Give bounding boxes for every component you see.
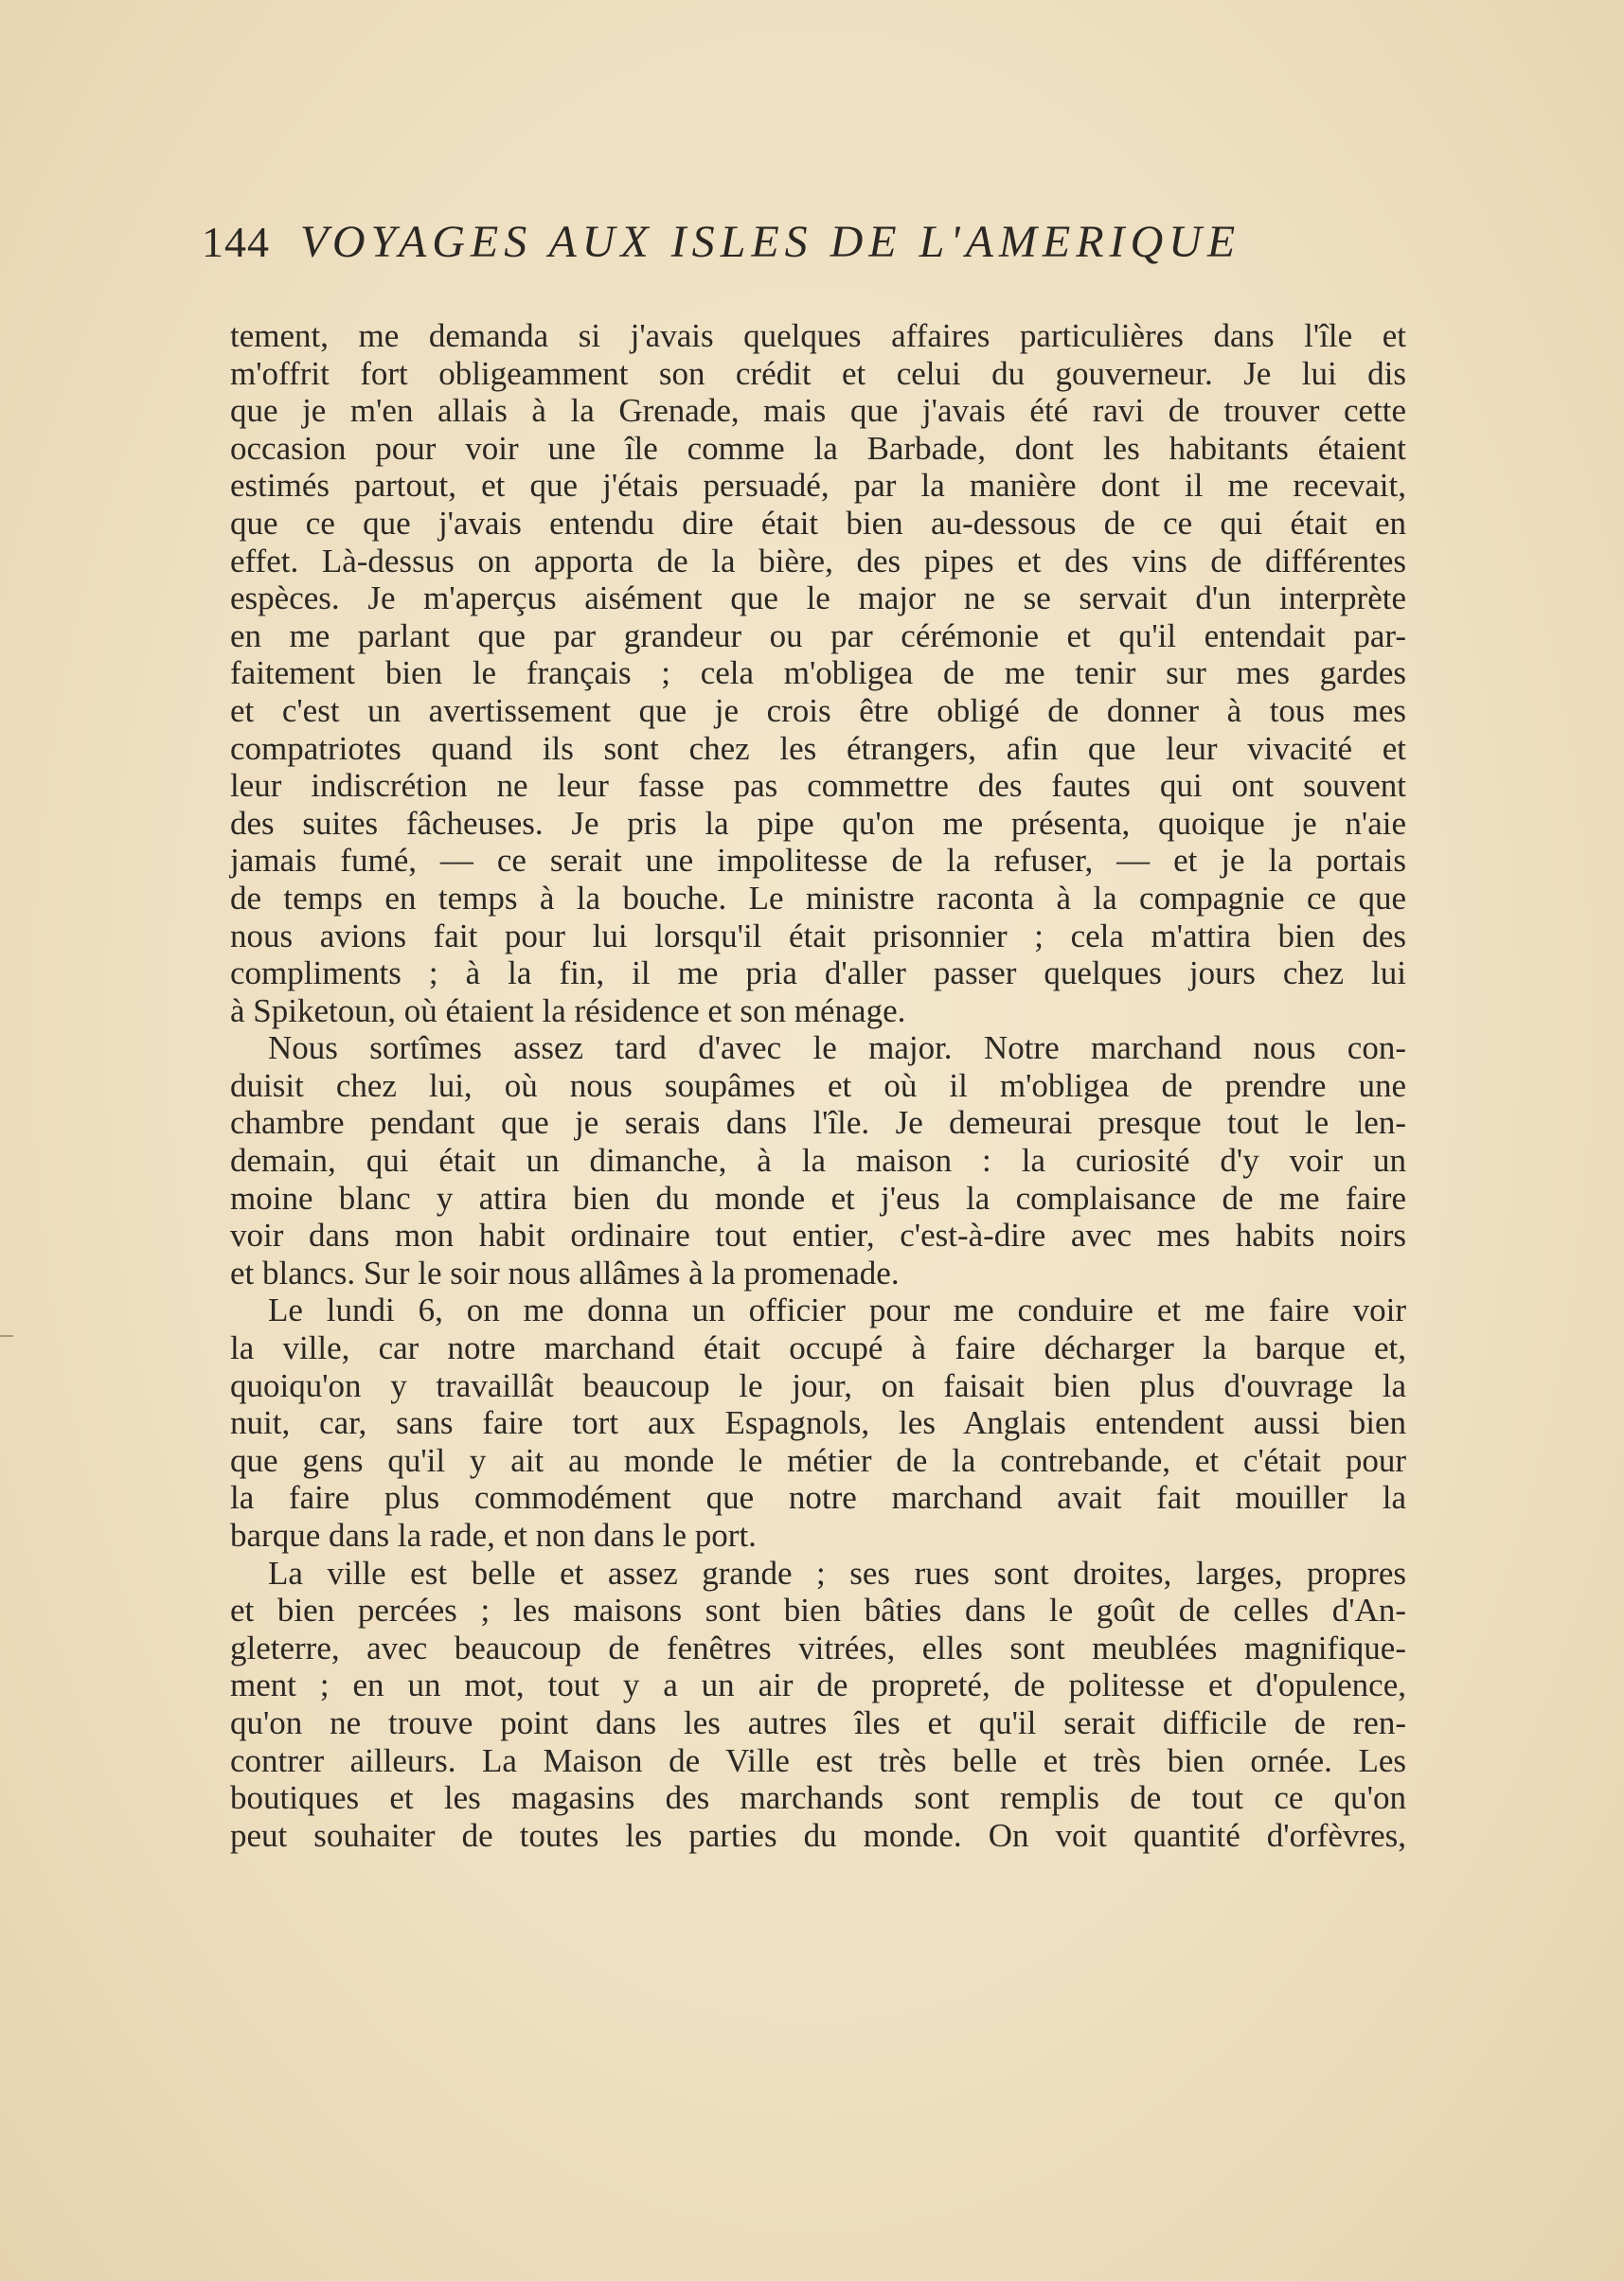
text-line: nuit, car, sans faire tort aux Espagnols, les Anglais entendent aussi bien bbox=[230, 1404, 1406, 1442]
text-line: la faire plus commodément que notre marchand avait fait mouiller la bbox=[230, 1479, 1406, 1517]
running-title: VOYAGES AUX ISLES DE L'AMERIQUE bbox=[300, 217, 1241, 267]
paragraph-1 bbox=[230, 317, 1406, 1029]
text-line: boutiques et les magasins des marchands sont remplis de tout ce qu'on bbox=[230, 1779, 1406, 1817]
text-line: espèces. Je m'aperçus aisément que le major ne se servait d'un interprète bbox=[230, 579, 1406, 617]
text-line: que gens qu'il y ait au monde le métier de la contrebande, et c'était pour bbox=[230, 1441, 1406, 1479]
running-head bbox=[202, 216, 1414, 292]
text-line: barque dans la rade, et non dans le port. bbox=[230, 1517, 757, 1554]
text-line: gleterre, avec beaucoup de fenêtres vitrées, elles sont meublées magnifique- bbox=[230, 1629, 1406, 1666]
text-line: ment ; en un mot, tout y a un air de propreté, de politesse et d'opulence, bbox=[230, 1666, 1406, 1704]
text-line: Le lundi 6, on me donna un officier pour me conduire et me faire voir bbox=[268, 1292, 1406, 1329]
text-line: et blancs. Sur le soir nous allâmes à la promenade. bbox=[230, 1254, 900, 1292]
text-line: de temps en temps à la bouche. Le ministre raconta à la compagnie ce que bbox=[230, 879, 1406, 917]
text-line: compatriotes quand ils sont chez les étrangers, afin que leur vivacité et bbox=[230, 729, 1406, 767]
text-line: La ville est belle et assez grande ; ses rues sont droites, larges, propres bbox=[268, 1554, 1406, 1592]
text-line: Nous sortîmes assez tard d'avec le major. Notre marchand nous con- bbox=[268, 1029, 1406, 1067]
text-line: peut souhaiter de toutes les parties du monde. On voit quantité d'orfèvres, bbox=[230, 1816, 1406, 1854]
text-line: tement, me demanda si j'avais quelques affaires particulières dans l'île et bbox=[230, 317, 1406, 354]
text-line: m'offrit fort obligeamment son crédit et celui du gouverneur. Je lui dis bbox=[230, 354, 1406, 392]
text-line: moine blanc y attira bien du monde et j'eus la complaisance de me faire bbox=[230, 1179, 1406, 1217]
text-line: duisit chez lui, où nous soupâmes et où il m'obligea de prendre une bbox=[230, 1066, 1406, 1104]
text-line: estimés partout, et que j'étais persuadé, par la manière dont il me recevait, bbox=[230, 467, 1406, 505]
body-text bbox=[230, 317, 1406, 1854]
margin-mark bbox=[0, 1335, 13, 1337]
text-line: la ville, car notre marchand était occupé à faire décharger la barque et, bbox=[230, 1329, 1406, 1367]
text-line: et c'est un avertissement que je crois être obligé de donner à tous mes bbox=[230, 691, 1406, 729]
text-line: chambre pendant que je serais dans l'île. Je demeurai presque tout le len- bbox=[230, 1104, 1406, 1142]
text-line: occasion pour voir une île comme la Barbade, dont les habitants étaient bbox=[230, 429, 1406, 467]
paragraph-2 bbox=[230, 1029, 1406, 1292]
text-line: leur indiscrétion ne leur fasse pas commettre des fautes qui ont souvent bbox=[230, 767, 1406, 805]
text-line: jamais fumé, — ce serait une impolitesse de la refuser, — et je la portais bbox=[230, 842, 1406, 880]
text-line: compliments ; à la fin, il me pria d'aller passer quelques jours chez lui bbox=[230, 954, 1406, 992]
text-line: et bien percées ; les maisons sont bien bâties dans le goût de celles d'An- bbox=[230, 1592, 1406, 1630]
text-line: que ce que j'avais entendu dire était bien au-dessous de ce qui était en bbox=[230, 504, 1406, 542]
text-line: contrer ailleurs. La Maison de Ville est très belle et très bien ornée. Les bbox=[230, 1741, 1406, 1779]
text-line: que je m'en allais à la Grenade, mais que j'avais été ravi de trouver cette bbox=[230, 392, 1406, 430]
text-line: qu'on ne trouve point dans les autres îles et qu'il serait difficile de ren- bbox=[230, 1703, 1406, 1741]
text-line: faitement bien le français ; cela m'obligea de me tenir sur mes gardes bbox=[230, 654, 1406, 692]
text-line: en me parlant que par grandeur ou par cérémonie et qu'il entendait par- bbox=[230, 616, 1406, 654]
text-line: à Spiketoun, où étaient la résidence et son ménage. bbox=[230, 991, 906, 1029]
text-line: demain, qui était un dimanche, à la maison : la curiosité d'y voir un bbox=[230, 1142, 1406, 1180]
paragraph-3 bbox=[230, 1292, 1406, 1554]
paragraph-4 bbox=[230, 1555, 1406, 1855]
text-line: voir dans mon habit ordinaire tout entier, c'est-à-dire avec mes habits noirs bbox=[230, 1217, 1406, 1255]
text-line: quoiqu'on y travaillât beaucoup le jour, on faisait bien plus d'ouvrage la bbox=[230, 1366, 1406, 1404]
text-line: effet. Là-dessus on apporta de la bière, des pipes et des vins de différentes bbox=[230, 542, 1406, 579]
text-line: des suites fâcheuses. Je pris la pipe qu'on me présenta, quoique je n'aie bbox=[230, 804, 1406, 842]
page-number: 144 bbox=[202, 218, 270, 266]
text-line: nous avions fait pour lui lorsqu'il était prisonnier ; cela m'attira bien des bbox=[230, 917, 1406, 954]
